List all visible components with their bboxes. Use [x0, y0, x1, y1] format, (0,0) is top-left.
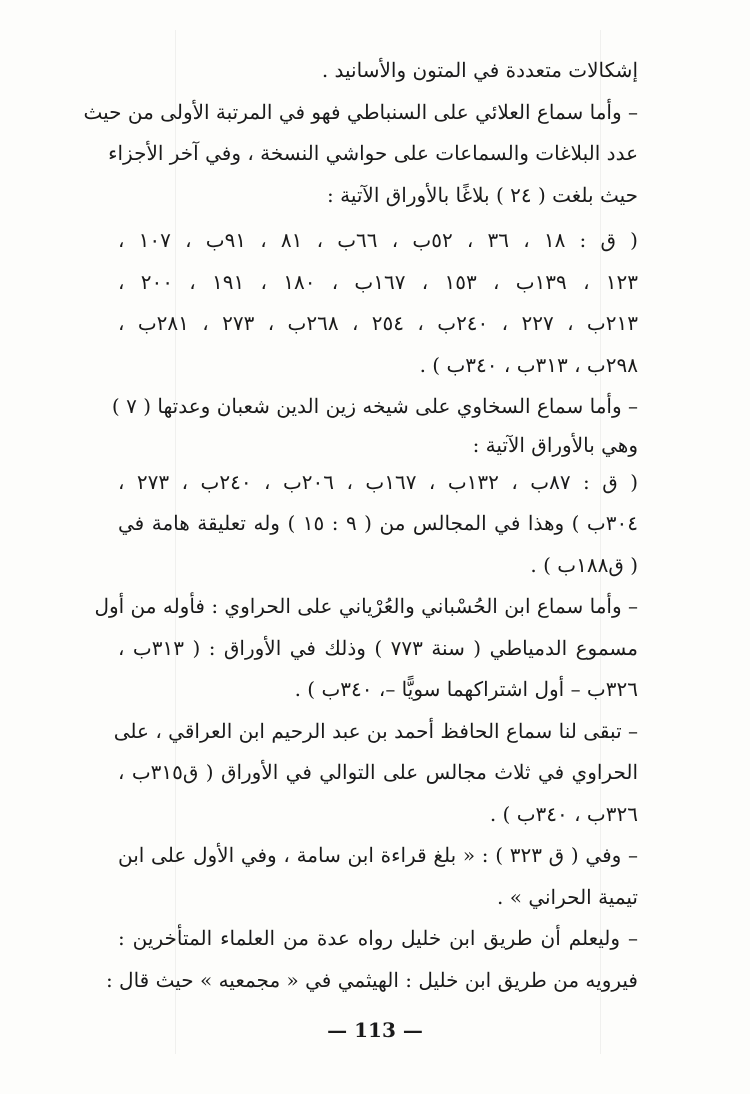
text-line: تيمية الحراني » .: [497, 884, 638, 909]
body-text: [83, 50, 639, 1001]
text-line: حيث بلغت ( ٢٤ ) بلاغًا بالأوراق الآتية :: [327, 182, 638, 207]
text-line: ١٢٣ ، ١٣٩ب ، ١٥٣ ، ١٦٧ب ، ١٨٠ ، ١٩١ ، ٢٠٠ ،: [118, 269, 639, 294]
text-line: ( ق : ١٨ ، ٣٦ ، ٥٢ب ، ٦٦ب ، ٨١ ، ٩١ب ، ١٠٧ ،: [118, 228, 638, 252]
text-line: فيرويه من طريق ابن خليل : الهيثمي في « مجمعيه » حيث قال :: [105, 967, 638, 992]
text-line: عدد البلاغات والسماعات على حواشي النسخة ، وفي آخر الأجزاء: [108, 141, 638, 165]
text-line: إشكالات متعددة في المتون والأسانيد .: [321, 58, 638, 82]
text-line: مسموع الدمياطي ( سنة ٧٧٣ ) وذلك في الأوراق : ( ٣١٣ب ،: [118, 635, 638, 660]
text-line: ٣٢٦ب ، ٣٤٠ب ) .: [489, 801, 638, 826]
text-line: ( ق١٨٨ب ) .: [530, 552, 638, 577]
text-line: – تبقى لنا سماع الحافظ أحمد بن عبد الرحيم ابن العراقي ، على: [113, 718, 638, 743]
text-line: – وأما سماع السخاوي على شيخه زين الدين شعبان وعدتها ( ٧ ): [111, 394, 638, 418]
text-line: – وليعلم أن طريق ابن خليل رواه عدة من العلماء المتأخرين :: [118, 926, 638, 950]
text-line: – وأما سماع ابن الحُسْباني والعُرْياني على الحراوي : فأوله من أول: [94, 594, 638, 618]
text-line: – وفي ( ق ٣٢٣ ) : « بلغ قراءة ابن سامة ، وفي الأول على ابن: [118, 843, 638, 867]
text-line: ( ق : ٨٧ب ، ١٣٢ب ، ١٦٧ب ، ٢٠٦ب ، ٢٤٠ب ، ٢٧٣ ،: [118, 469, 639, 494]
text-line: ٣٢٦ب – أول اشتراكهما سويًّا –، ٣٤٠ب ) .: [294, 677, 638, 701]
text-line: الحراوي في ثلاث مجالس على التوالي في الأوراق ( ق٣١٥ب ،: [118, 760, 639, 784]
page-number: — 113 —: [327, 1018, 423, 1042]
text-line: ٢٩٨ب ، ٣١٣ب ، ٣٤٠ب ) .: [419, 352, 638, 377]
text-line: – وأما سماع العلائي على السنباطي فهو في المرتبة الأولى من حيث: [83, 99, 638, 124]
text-line: ٢١٣ب ، ٢٢٧ ، ٢٤٠ب ، ٢٥٤ ، ٢٦٨ب ، ٢٧٣ ، ٢٨١ب ،: [118, 311, 638, 335]
text-line: وهي بالأوراق الآتية :: [472, 432, 638, 457]
text-line: ٣٠٤ب ) وهذا في المجالس من ( ٩ : ١٥ ) وله تعليقة هامة في: [118, 511, 638, 535]
